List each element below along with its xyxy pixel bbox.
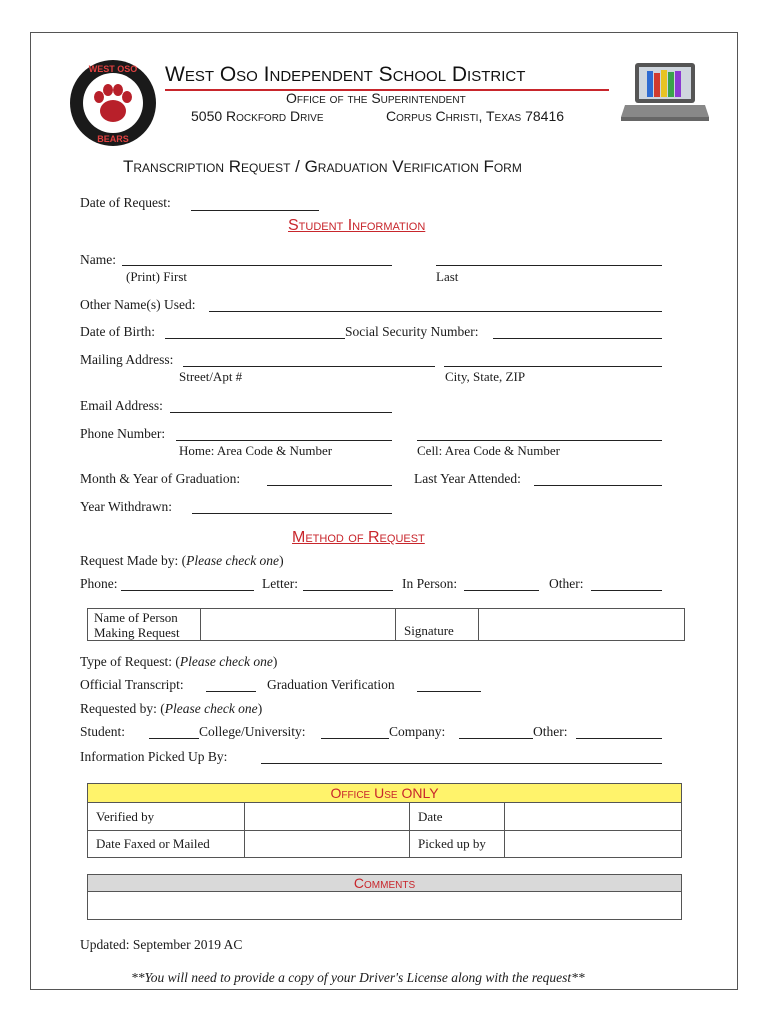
cell-phone-field[interactable]	[417, 440, 662, 441]
date-faxed-input[interactable]	[245, 831, 410, 858]
other-method-field[interactable]	[591, 590, 662, 591]
last-name-caption: Last	[436, 269, 459, 284]
svg-text:WEST OSO: WEST OSO	[88, 64, 138, 74]
last-year-label: Last Year Attended:	[414, 471, 521, 486]
comments-table	[87, 874, 682, 920]
last-year-field[interactable]	[534, 485, 662, 486]
license-note: **You will need to provide a copy of your Driver's License along with the request**	[131, 970, 585, 985]
office-name: Office of the Superintendent	[286, 90, 466, 106]
name-person-cell: Name of Person Making Request	[88, 609, 201, 641]
last-name-field[interactable]	[436, 265, 662, 266]
grad-field[interactable]	[267, 485, 392, 486]
request-made-by-label	[80, 553, 284, 569]
email-label: Email Address:	[80, 398, 163, 413]
grad-verif-label: Graduation Verification	[267, 677, 395, 692]
student-field[interactable]	[149, 738, 199, 739]
city-caption: City, State, ZIP	[445, 369, 526, 384]
form-page	[30, 32, 738, 990]
comments-heading: Comments	[88, 875, 682, 892]
dob-label: Date of Birth:	[80, 324, 155, 339]
picked-up-field[interactable]	[261, 763, 662, 764]
company-label: Company:	[389, 724, 446, 739]
other-names-label: Other Name(s) Used:	[80, 297, 196, 312]
grad-label: Month & Year of Graduation:	[80, 471, 241, 486]
other-method-label: Other:	[549, 576, 584, 591]
official-transcript-field[interactable]	[206, 691, 256, 692]
type-request-label: Type of Request: (Please check one)	[80, 654, 278, 669]
in-person-label: In Person:	[402, 576, 458, 591]
check-one-text: Please check one	[186, 553, 280, 568]
ssn-field[interactable]	[493, 338, 662, 339]
city-address: Corpus Christi, Texas 78416	[386, 108, 565, 124]
name-person-input[interactable]	[201, 609, 396, 641]
letter-field[interactable]	[303, 590, 393, 591]
phone-method-field[interactable]	[121, 590, 254, 591]
picked-up-by-cell: Picked up by	[410, 831, 505, 858]
verified-by-cell: Verified by	[88, 803, 245, 831]
laptop-books-icon	[621, 61, 709, 123]
mailing-label: Mailing Address:	[80, 352, 174, 367]
home-caption: Home: Area Code & Number	[179, 443, 333, 458]
student-info-heading: Student Information	[288, 217, 426, 234]
in-person-field[interactable]	[464, 590, 539, 591]
form-title: Transcription Request / Graduation Verification Form	[123, 157, 522, 176]
verified-by-input[interactable]	[245, 803, 410, 831]
grad-verif-field[interactable]	[417, 691, 481, 692]
withdrawn-field[interactable]	[192, 513, 392, 514]
comments-input[interactable]	[88, 892, 682, 920]
date-of-request-label: Date of Request:	[80, 195, 171, 210]
student-label: Student:	[80, 724, 126, 739]
email-field[interactable]	[170, 412, 392, 413]
name-label: Name:	[80, 252, 116, 267]
withdrawn-label: Year Withdrawn:	[80, 499, 172, 514]
letter-label: Letter:	[262, 576, 298, 591]
street-caption: Street/Apt #	[179, 369, 243, 384]
date-cell: Date	[410, 803, 505, 831]
other-requester-field[interactable]	[576, 738, 662, 739]
other-names-field[interactable]	[209, 311, 662, 312]
college-field[interactable]	[321, 738, 389, 739]
close-paren: )	[279, 553, 284, 568]
requester-table	[87, 608, 685, 641]
phone-method-label: Phone:	[80, 576, 118, 591]
updated-text: Updated: September 2019 AC	[80, 937, 243, 952]
request-made-by-text: Request Made by: (	[80, 553, 187, 568]
official-transcript-label: Official Transcript:	[80, 677, 184, 692]
date-input[interactable]	[505, 803, 682, 831]
street-address: 5050 Rockford Drive	[191, 108, 324, 124]
first-name-field[interactable]	[122, 265, 392, 266]
district-name: West Oso Independent School District	[165, 63, 526, 86]
ssn-label: Social Security Number:	[345, 324, 479, 339]
office-use-table	[87, 783, 682, 858]
picked-up-label: Information Picked Up By:	[80, 749, 228, 764]
phone-label: Phone Number:	[80, 426, 166, 441]
district-logo	[69, 59, 157, 147]
svg-text:BEARS: BEARS	[97, 134, 129, 144]
picked-up-by-input[interactable]	[505, 831, 682, 858]
method-heading: Method of Request	[292, 529, 425, 546]
first-name-caption: (Print) First	[126, 269, 188, 284]
office-use-heading: Office Use ONLY	[88, 784, 682, 803]
date-of-request-field[interactable]	[191, 210, 319, 211]
dob-field[interactable]	[165, 338, 345, 339]
date-faxed-cell: Date Faxed or Mailed	[88, 831, 245, 858]
street-field[interactable]	[183, 366, 435, 367]
company-field[interactable]	[459, 738, 533, 739]
other-requester-label: Other:	[533, 724, 568, 739]
college-label: College/University:	[199, 724, 306, 739]
city-field[interactable]	[444, 366, 662, 367]
signature-cell: Signature	[396, 609, 479, 641]
requested-by-label: Requested by: (Please check one)	[80, 701, 263, 716]
home-phone-field[interactable]	[176, 440, 392, 441]
signature-input[interactable]	[479, 609, 685, 641]
cell-caption: Cell: Area Code & Number	[417, 443, 560, 458]
